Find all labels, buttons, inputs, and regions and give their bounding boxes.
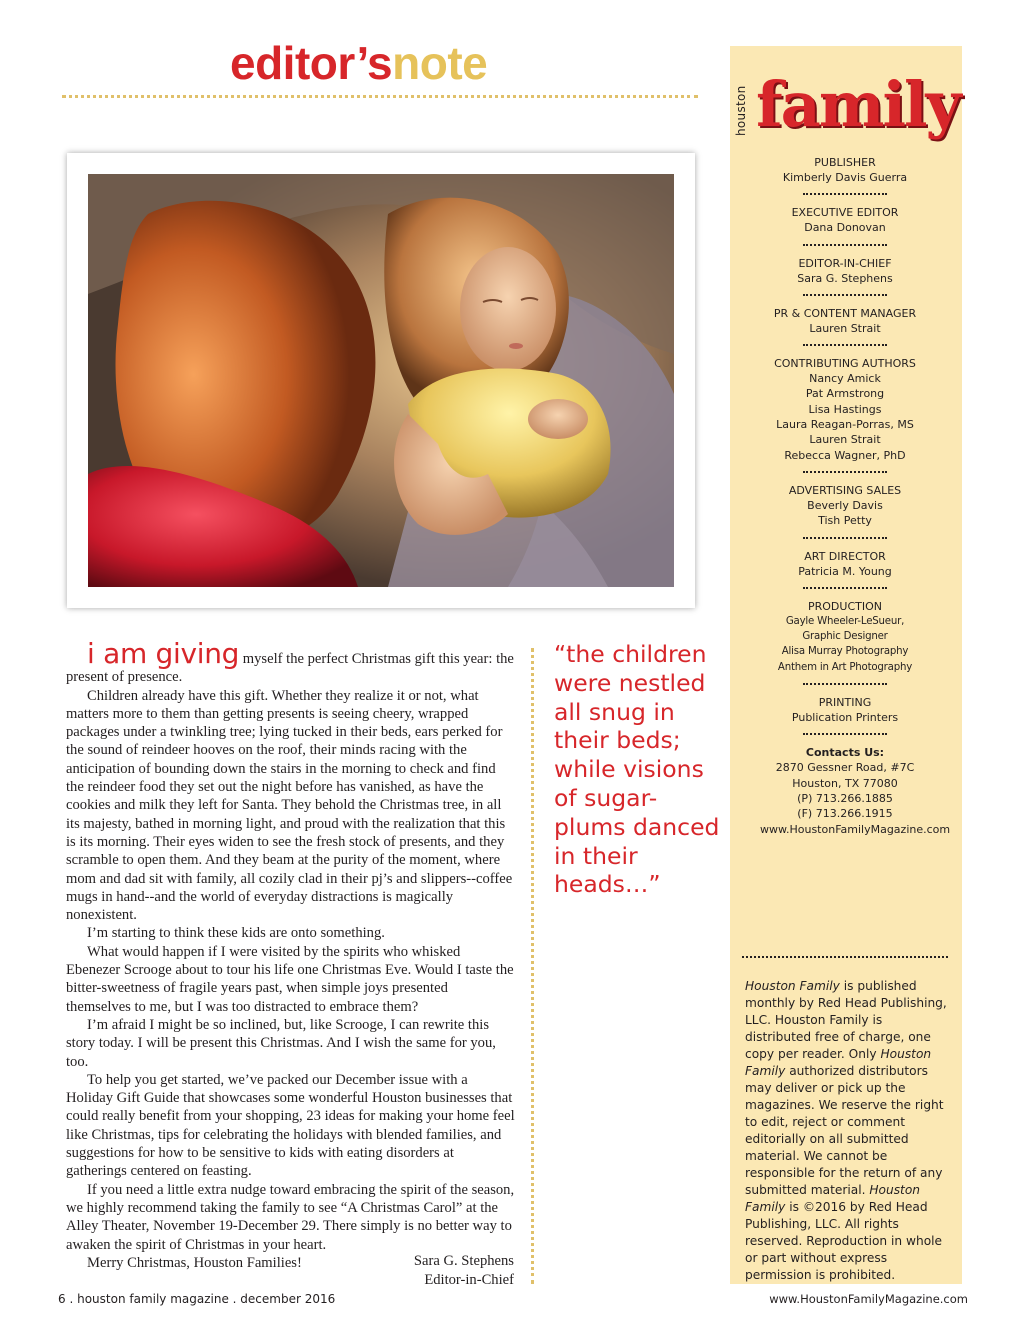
header-dotted-rule	[62, 95, 698, 98]
footer-website: www.HoustonFamilyMagazine.com	[769, 1292, 968, 1306]
sidebar-dotted-rule	[742, 956, 948, 958]
masthead-role: PRODUCTION	[808, 599, 882, 613]
signature-title: Editor-in-Chief	[424, 1272, 514, 1288]
article-paragraph: I’m starting to think these kids are onto something.	[87, 925, 385, 942]
masthead-section	[760, 483, 930, 529]
masthead-separator	[803, 587, 887, 589]
title-part-editors: editor’s	[230, 37, 393, 89]
contact-fax: (F) 713.266.1915	[797, 807, 893, 821]
contact-line: 2870 Gessner Road, #7C	[775, 761, 915, 775]
article-paragraph: Children already have this gift. Whether they realize it or not, what matters more to them than getting presents is seeing cheery, wrapped packages under a twinkling tree; lying tucked in their beds, ears perked for the sound of reindeer hooves on the roof, their minds racing with the anticipation of bounding down the stairs in the morning to check and find the reindeer food they set out the night before has vanished, as have the cookies and milk they left for Santa. They behold the Christmas tree, in all its majesty, bathed in morning light, and proud with the realization that this is its morning. Their eyes widen to see the fresh stock of presents, and they scramble to open them. And they beam at the purity of the moment, where mom and dad sit with family, all cozily clad in their pj’s and slippers--coffee mugs in hand--and the world of everyday distractions is magically nonexistent.	[66, 687, 513, 924]
masthead-section	[760, 549, 930, 579]
masthead-name: Dana Donovan	[804, 221, 886, 235]
article-signature	[380, 1252, 514, 1290]
masthead-list	[760, 155, 951, 837]
contact-website: www.HoustonFamilyMagazine.com	[760, 822, 951, 836]
footer-issue: . december 2016	[232, 1292, 336, 1306]
masthead-name: Rebecca Wagner, PhD	[784, 448, 906, 462]
photo-frame	[67, 153, 695, 608]
masthead-role: EXECUTIVE EDITOR	[791, 206, 899, 220]
title-part-note: note	[392, 37, 488, 89]
masthead-role: PR & CONTENT MANAGER	[773, 306, 917, 320]
footer-folio	[58, 1292, 335, 1306]
article-paragraph: Merry Christmas, Houston Families!	[87, 1254, 302, 1271]
masthead-section	[760, 356, 930, 463]
masthead-name: Lisa Hastings	[808, 402, 882, 416]
article-paragraph: If you need a little extra nudge toward embracing the spirit of the season, we highly recommend taking the family to see “A Christmas Carol” at the Alley Theater, November 19-December 29. There simply is no better way to awaken the spirit of Christmas in your heart.	[66, 1181, 515, 1253]
column-dotted-rule	[531, 648, 534, 1284]
article-lead-paragraph	[66, 637, 516, 687]
masthead-name: Sara G. Stephens	[797, 271, 893, 285]
masthead-role: ADVERTISING SALES	[788, 483, 902, 497]
publication-disclaimer	[745, 978, 950, 1284]
masthead-name: Beverly Davis	[807, 498, 883, 512]
masthead-separator	[803, 344, 887, 346]
masthead-name: Laura Reagan-Porras, MS	[776, 418, 914, 432]
masthead-separator	[803, 471, 887, 473]
article-lead-in: i am giving	[87, 637, 240, 670]
masthead-section	[760, 306, 930, 336]
article-lead-text: myself the perfect Christmas gift this year: the present of presence.	[66, 651, 514, 686]
disclaimer-magazine-name: Houston Family	[745, 1047, 932, 1078]
masthead-role: CONTRIBUTING AUTHORS	[774, 357, 916, 371]
brand-logo-family: family	[756, 68, 960, 141]
photo-sleeping-children-icon	[88, 174, 674, 587]
masthead-name: Nancy Amick	[809, 372, 881, 386]
pull-quote: “the children were nestled all snug in their beds; while visions of sugar-plums danced in their heads…”	[554, 640, 720, 899]
masthead-name: Gayle Wheeler-LeSueur,	[785, 615, 905, 627]
masthead-name: Graphic Designer	[802, 631, 888, 643]
masthead-role: EDITOR-IN-CHIEF	[798, 256, 892, 270]
brand-logo-houston: houston	[734, 85, 748, 136]
article-body	[66, 637, 516, 1272]
masthead-name: Lauren Strait	[809, 433, 881, 447]
page-title	[230, 37, 488, 89]
masthead-separator	[803, 733, 887, 735]
disclaimer-text: is ©2016 by Red Head Publishing, LLC. All rights reserved. Reproduction in whole or part without express permission is prohibited.	[745, 1200, 943, 1282]
masthead-separator	[803, 294, 887, 296]
article-paragraph: I’m afraid I might be so inclined, but, like Scrooge, I can rewrite this story today. I will be present this Christmas. And I wish the same for you, too.	[66, 1016, 496, 1070]
contact-phone: (P) 713.266.1885	[797, 791, 893, 805]
disclaimer-text: authorized distributors may deliver or pick up the magazines. We reserve the right to edit, reject or comment editorially on all submitted material. We cannot be responsible for the return of any submitted material.	[745, 1064, 944, 1197]
masthead-separator	[803, 537, 887, 539]
disclaimer-magazine-name: Houston Family	[745, 979, 840, 993]
masthead-name: Anthem in Art Photography	[777, 661, 913, 673]
masthead-name: Alisa Murray Photography	[781, 646, 909, 658]
contact-line: Houston, TX 77080	[792, 776, 898, 790]
article-paragraph: What would happen if I were visited by the spirits who whisked Ebenezer Scrooge about to tour his life one Christmas Eve. Would I taste the bitter-sweetness of fragile years past, when simple joys presented themselves to me, but I was too distracted to embrace them?	[66, 943, 514, 1015]
masthead-separator	[803, 244, 887, 246]
disclaimer-text: is published monthly by Red Head Publishing, LLC. Houston Family is distributed free of charge, one copy per reader. Only	[745, 979, 947, 1061]
masthead-role: PUBLISHER	[814, 156, 876, 169]
contact-title: Contacts Us:	[805, 746, 885, 760]
masthead-role: PRINTING	[818, 696, 872, 710]
masthead-separator	[803, 683, 887, 685]
masthead-name: Pat Armstrong	[805, 387, 885, 401]
masthead-role: ART DIRECTOR	[804, 549, 886, 563]
masthead-section	[760, 599, 930, 675]
masthead-section	[760, 256, 930, 286]
signature-name: Sara G. Stephens	[413, 1253, 514, 1269]
masthead-name: Tish Petty	[818, 514, 872, 528]
masthead-section	[760, 155, 930, 185]
footer-magazine-name: . houston family magazine	[69, 1292, 233, 1306]
masthead-section	[760, 205, 930, 235]
contact-section	[760, 745, 951, 836]
masthead-name: Kimberly Davis Guerra	[782, 171, 908, 184]
masthead-section	[760, 695, 930, 725]
masthead-name: Lauren Strait	[809, 321, 881, 335]
masthead-name: Patricia M. Young	[798, 564, 892, 578]
masthead-name: Publication Printers	[791, 711, 899, 725]
page-number: 6	[58, 1292, 66, 1306]
disclaimer-magazine-name: Houston Family	[745, 1183, 921, 1214]
masthead-separator	[803, 193, 887, 195]
article-paragraph: To help you get started, we’ve packed our December issue with a Holiday Gift Guide that showcases some wonderful Houston businesses that could really benefit from your shopping, 23 ideas for making your home feel like Christmas, tips for celebrating the holidays with blended families, and suggestions for how to be sensitive to kids with eating disorders at gatherings centered on feasting.	[66, 1071, 515, 1180]
